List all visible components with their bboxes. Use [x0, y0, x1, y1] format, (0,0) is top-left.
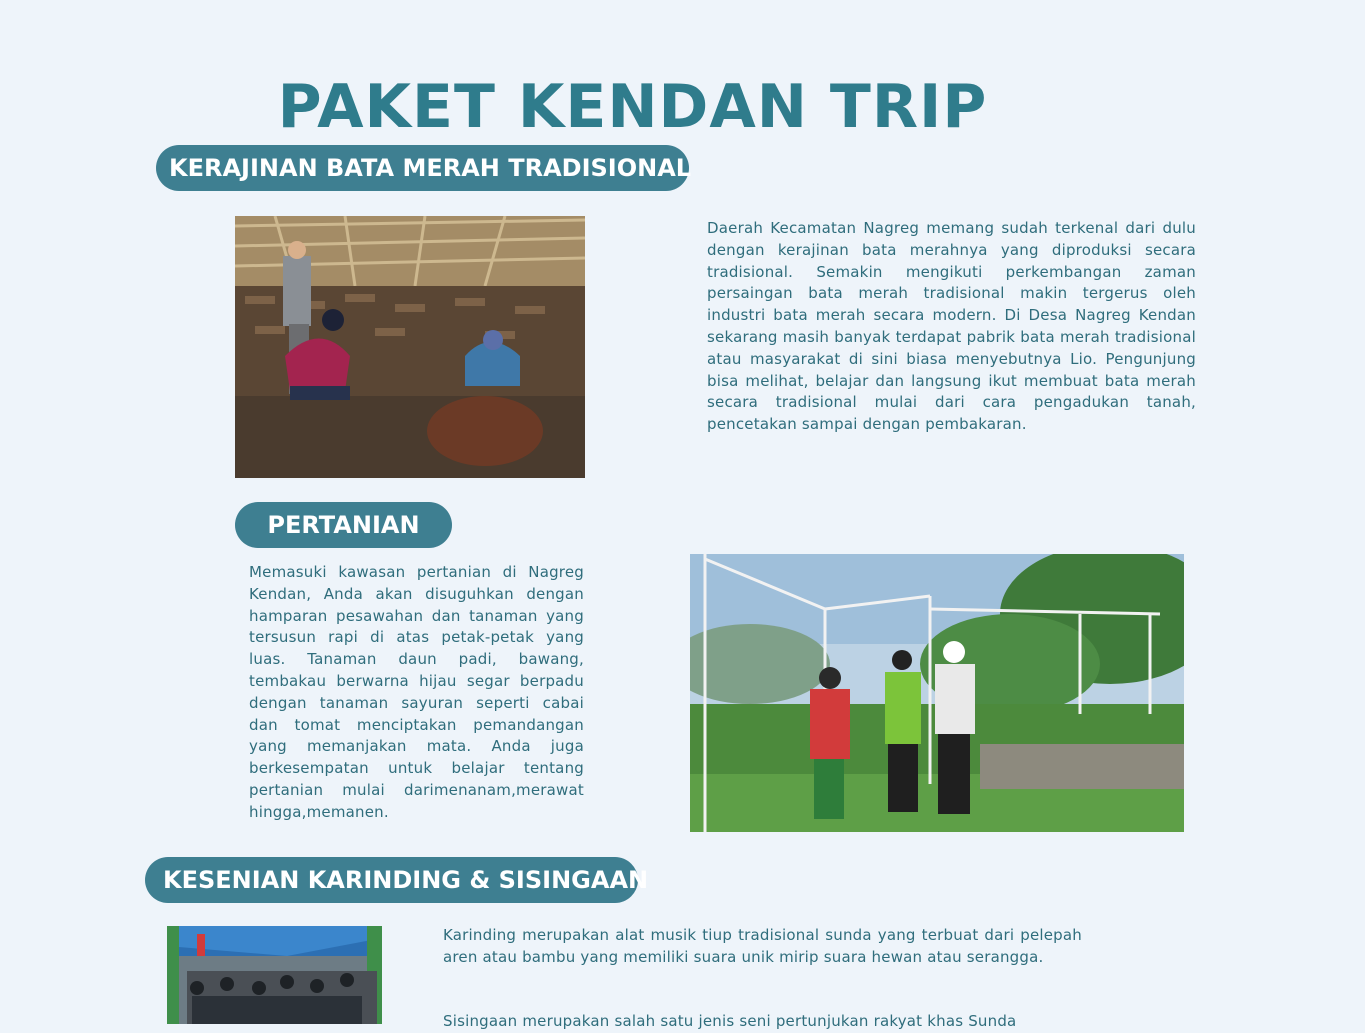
section-heading-bata-merah — [156, 145, 692, 191]
photo-brick-kiln — [235, 216, 585, 478]
section-text-bata-merah: Daerah Kecamatan Nagreg memang sudah terkenal dari dulu dengan kerajinan bata merahnya yang diproduksi secara tradisional. Semakin mengikuti perkembangan zaman persaingan bata merah tradisional makin tergerus oleh industri bata merah secara modern. Di Desa Nagreg Kendan sekarang masih banyak terdapat pabrik bata merah tradisional atau masyarakat di sini biasa menyebutnya Lio. Pengunjung bisa melihat, belajar dan langsung ikut membuat bata merah secara tradisional mulai dari cara pengadukan tanah, pencetakan sampai dengan pembakaran. — [707, 219, 1196, 434]
photo-karinding-performance — [167, 926, 382, 1024]
section-heading-pertanian — [235, 502, 452, 548]
section-text-pertanian: Memasuki kawasan pertanian di Nagreg Kendan, Anda akan disuguhkan dengan hamparan pesawahan dan tanaman yang tersusun rapi di atas petak-petak yang luas. Tanaman daun padi, bawang, tembakau berwarna hijau segar berpadu dengan tanaman sayuran seperti cabai dan tomat menciptakan pemandangan yang memanjakan mata. Anda juga berkesempatan untuk belajar tentang pertanian mulai darimenanam,merawat hingga,memanen. — [249, 563, 584, 821]
photo-farm-garden — [690, 554, 1184, 832]
page-title: PAKET KENDAN TRIP — [277, 72, 988, 142]
section-heading-label: KERAJINAN BATA MERAH TRADISIONAL — [169, 154, 692, 182]
section-heading-kesenian — [145, 857, 649, 903]
section-text-sisingaan: Sisingaan merupakan salah satu jenis seni pertunjukan rakyat khas Sunda — [443, 1012, 1017, 1030]
section-heading-label: KESENIAN KARINDING & SISINGAAN — [163, 866, 649, 894]
section-heading-label: PERTANIAN — [267, 511, 420, 539]
section-text-karinding: Karinding merupakan alat musik tiup tradisional sunda yang terbuat dari pelepah aren atau bambu yang memiliki suara unik mirip suara hewan atau serangga. — [443, 926, 1082, 966]
